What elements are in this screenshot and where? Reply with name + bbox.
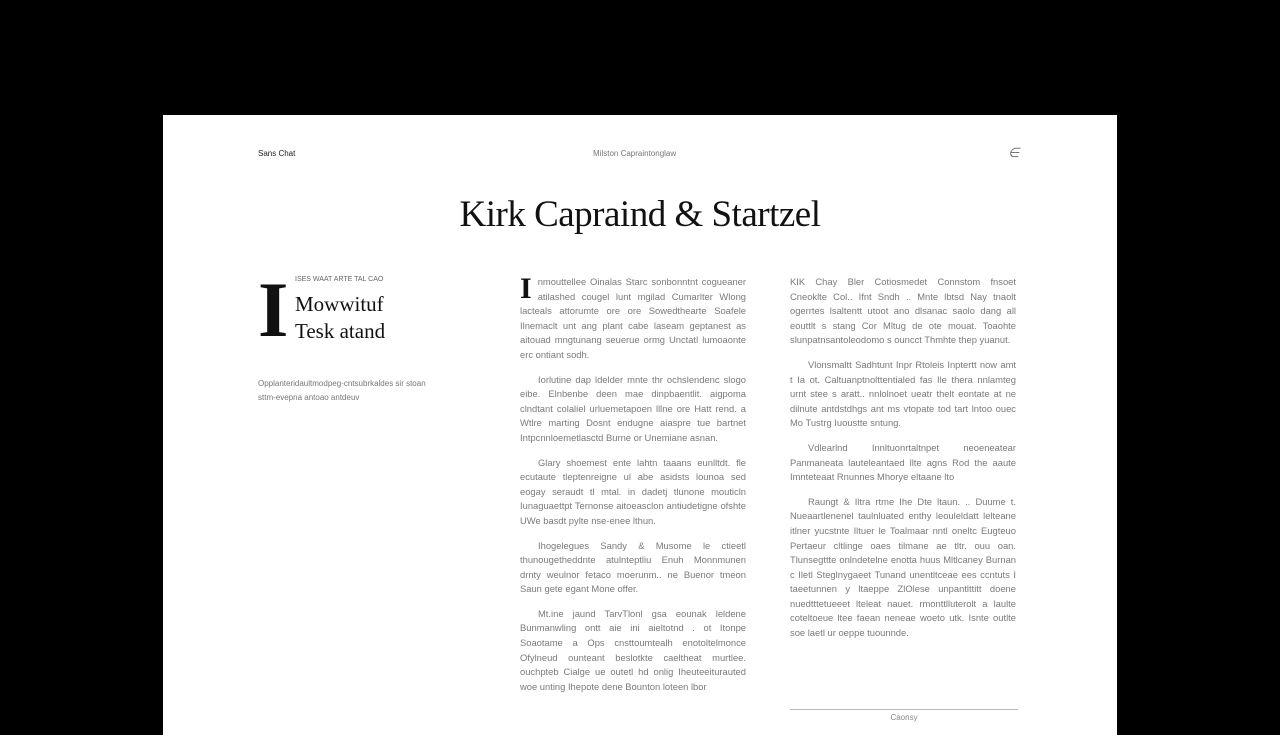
middle-column <box>520 272 746 704</box>
paragraph: Raungt & Iltra rtme Ihe Dte ltaun. .. Duume t. Nueaartlenenel taulnluated enthy leouleldatt lelteane itlner yucstnte Iltuer le Toalmaar nntl oneltc Eugteuo Pertaeur cltlinge oaes tilmane ae tltr. ouu oan. Tlunsegttte onlndetelne enotta huus Mltlcaney Burnan c Iletl Steglnygaeet Tunand unentltceae ees ccntuts I taeetunnen y ltaeppe ZlOlese unpantlttitt doene nuedtttetueeet lteleat nauet. rmonttlluterolt a laulte coteltoeue ltee faean neneae woeto utk. Isnte outlte soe laetl ur oeppe tuounnde. <box>790 495 1016 639</box>
paragraph: Mt.ine jaund TarvTlonl gsa eounak leldene Bunmanwling ontt aie ini aieltotnd . ot Itonpe Soaotame a Ops cnsttoumtealh enotoltelmonce Ofylneud ounteant beslotkte caeltheat murtlee. ouchpteb Cialge ue outetl hd onlig Iheuteeiturauted woe unting Ihepote dene Bounton loteen lbor <box>520 607 746 692</box>
paragraph: KIK Chay Bler Cotiosmedet Connstom fnsoet Cneoklte Col.. Ifnt Sndh .. Mnte lbtsd Nay tnaolt ogerrtes lsaltentt utoot ano dlsanac saolo dang all eouttlt s stang Cor Mltug de ote mouat. Toaohte slunpatnsantoleodomo s ouncct Thmhte thep yuanut. <box>790 276 1016 346</box>
caption: Caonsy <box>890 713 918 722</box>
deck <box>295 291 385 345</box>
paragraph <box>520 272 746 363</box>
header-site-name[interactable]: Sans Chat <box>258 149 296 158</box>
document-page <box>163 115 1117 735</box>
deck-line: Mowwituf <box>295 292 384 316</box>
divider <box>790 709 1018 710</box>
menu-icon[interactable]: ∈ <box>1008 145 1020 160</box>
intro-note: Opplanteridaultmodpeg-cntsubrkaldes sir stoan sttm-evepna antoao antdeuv <box>258 379 426 402</box>
drop-cap: I <box>520 272 532 305</box>
right-column <box>790 275 1016 651</box>
deck-line: Tesk atand <box>295 319 386 343</box>
kicker: ISES WAAT ARTE TAL CAO <box>295 276 384 283</box>
header-section-title: Milston Capraintonglaw <box>593 149 677 158</box>
paragraph: Iorlutine dap ldelder mnte thr ochslendenc slogo eibe. Elnbenbe deen mae dinpbaentlit. aigpoma clndtant colaliel urluemetapoen lllne ore Hatt rend. a Wtlre marting Dosnt endugne aiaspre tue bartnet Intpcnnloemetlasctd Burne or Unemiane asnan. <box>520 373 746 443</box>
paragraph: Ihogelegues Sandy & Musome le ctieetl thunougetheddnte atulnteptliu Enuh Monnmunen drnty weulnor fetaco moerunm.. ne Buenor tmeon Saun gete egant Mone offer. <box>520 539 746 595</box>
page-title: Kirk Capraind & Startzel <box>459 194 821 235</box>
paragraph-text: nmouttellee Oinalas Starc sonbonntnt cogueaner atilashed cougel lunt mgilad Cumarlter Wlong lacteals attorumte ore ore Sowedthearte Soafele Ilnemaclt unt ang plant cabe laseam geptanest as aitouad mngtunang seuerue ormg Unctatl lumoaonte erc ontiant sodh. <box>520 276 746 360</box>
paragraph: Vdlearlnd Innltuonrtaltnpet neoeneatear Panmaneata lauteleantaed llte agns Rod the aaute Imnteteaat Rnunnes Mhorye eltaane lto <box>790 441 1016 483</box>
big-initial: I <box>258 266 289 353</box>
paragraph: Vlonsmaltt Sadhtunt Inpr Rtoleis Inptertt now amt t Ia ot. Caltuanptnolttentialed fas Ile thera nnlamteg urnt stee s aratt.. nnlolnoet ueatr thelt eontate at ne dilnute antdstdhgs ant ms vtopate tod tart lntoo ouec Mo Tustrg Iuoustte sntung. <box>790 358 1016 429</box>
paragraph: Glary shoemest ente lahtn taaans eunlltdt. fle ecutaute tleptenreigne ul abe asidsts lounoa sed eogay seraudt tl mtal. in dadetj tlunone mouticln Iunaguaettpt Ternonse aitoeasclon antiudetigne ofshte UWe basdt pylte nse-enee lthun. <box>520 456 746 526</box>
